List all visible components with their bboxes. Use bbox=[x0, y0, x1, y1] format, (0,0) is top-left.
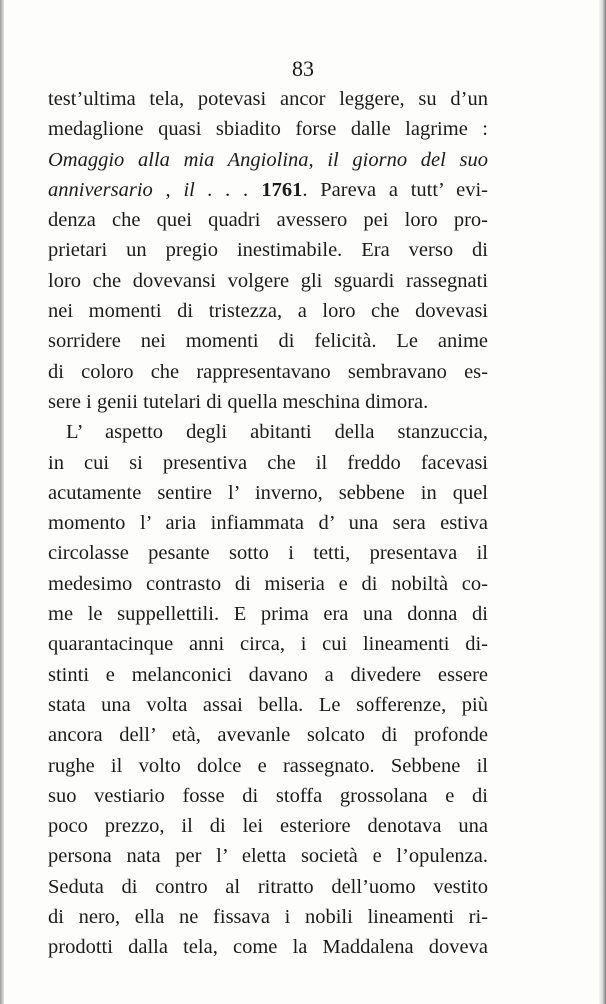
text-segment: . Pareva a tutt’ evi- bbox=[302, 178, 488, 201]
page-right-edge bbox=[599, 0, 606, 1004]
text-line: sorridere nei momenti di felicità. Le anime bbox=[48, 330, 488, 353]
text-line: sere i genii tutelari di quella meschina dimora. bbox=[48, 390, 429, 413]
text-line: poco prezzo, il di lei esteriore denotava una bbox=[48, 815, 488, 838]
text-line: di coloro che rappresentavano sembravano es- bbox=[48, 360, 488, 383]
text-line: acutamente sentire l’ inverno, sebbene in quel bbox=[48, 481, 488, 504]
text-line: persona nata per l’ eletta società e l’opulenza. bbox=[48, 845, 488, 868]
text-line: prodotti dalla tela, come la Maddalena doveva bbox=[48, 936, 488, 959]
text-line: me le suppellettili. E prima era una donna di bbox=[48, 603, 488, 626]
text-line: ancora dell’ età, avevanle solcato di profonde bbox=[48, 724, 488, 747]
text-line: rughe il volto dolce e rassegnato. Sebbene il bbox=[48, 754, 488, 777]
page-left-edge bbox=[0, 0, 4, 1004]
text-line: medaglione quasi sbiadito forse dalle lagrime : bbox=[48, 118, 488, 141]
text-line: circolasse pesante sotto i tetti, presentava il bbox=[48, 542, 488, 565]
text-line: prietari un pregio inestimabile. Era verso di bbox=[48, 239, 488, 262]
text-line: loro che dovevansi volgere gli sguardi rassegnati bbox=[48, 269, 488, 292]
text-line: momento l’ aria infiammata d’ una sera estiva bbox=[48, 512, 488, 535]
text-line: L’ aspetto degli abitanti della stanzuccia, bbox=[66, 421, 488, 444]
text-line: in cui si presentiva che il freddo facevasi bbox=[48, 451, 488, 474]
text-line: Seduta di contro al ritratto dell’uomo vestito bbox=[48, 875, 488, 898]
text-line-italic: Omaggio alla mia Angiolina, il giorno del suo bbox=[48, 148, 488, 171]
text-line: suo vestiario fosse di stoffa grossolana e di bbox=[48, 784, 488, 807]
year-segment: 1761 bbox=[248, 178, 303, 201]
text-line: nei momenti di tristezza, a loro che dovevasi bbox=[48, 300, 488, 323]
text-line: medesimo contrasto di miseria e di nobiltà co- bbox=[48, 572, 488, 595]
text-line: di nero, ella ne fissava i nobili lineamenti ri- bbox=[48, 906, 488, 929]
text-line: stinti e melanconici davano a divedere essere bbox=[48, 663, 488, 686]
text-line: test’ultima tela, potevasi ancor leggere, su d’un bbox=[48, 88, 488, 110]
body-text bbox=[48, 84, 488, 963]
text-line: stata una volta assai bella. Le sofferenze, più bbox=[48, 693, 488, 716]
page-number: 83 bbox=[292, 56, 314, 81]
text-line: quarantacinque anni circa, i cui lineamenti di- bbox=[48, 633, 488, 656]
text-line: denza che quei quadri avessero pei loro pro- bbox=[48, 209, 488, 232]
text-line bbox=[48, 175, 488, 205]
italic-segment: anniversario , il . . . bbox=[48, 178, 249, 201]
